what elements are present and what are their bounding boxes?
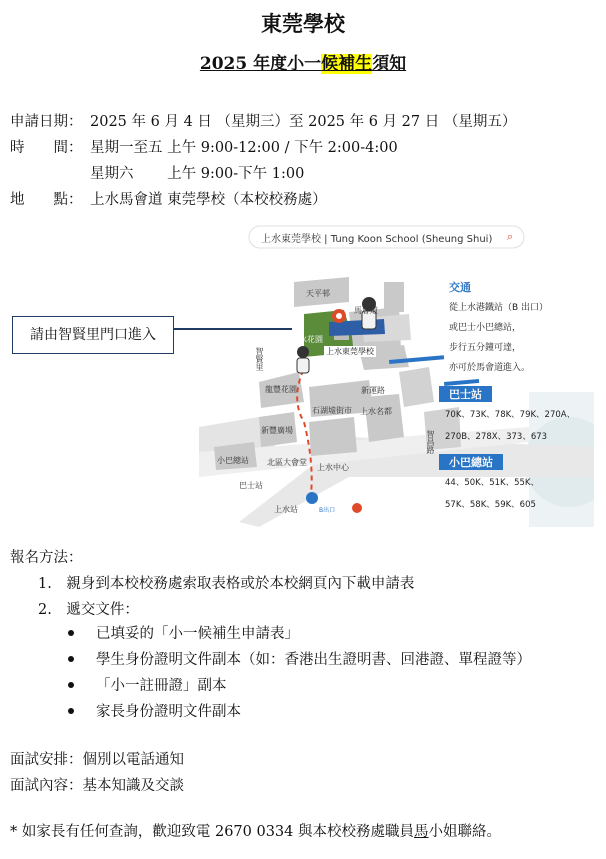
map-label: 石湖墟街市	[312, 406, 352, 415]
subtitle-suffix: 須知	[372, 54, 407, 74]
subtitle-highlight: 候補生	[321, 54, 373, 74]
bus-routes: 270B、278X、373、673	[445, 432, 548, 442]
map-label: 巴士站	[239, 481, 263, 490]
map-label: B出口	[319, 507, 336, 514]
bullet-icon	[68, 656, 74, 662]
bullet-icon	[68, 630, 74, 636]
search-icon: ⌕	[507, 230, 514, 243]
location-map	[199, 222, 594, 527]
transport-heading: 交通	[449, 281, 471, 294]
entrance-callout: 請由智賢里門口進入	[12, 316, 174, 354]
info-row-venue	[10, 188, 327, 209]
doc-item: 已填妥的「小一候補生申請表」	[96, 626, 299, 642]
map-label: 新運路	[361, 386, 385, 395]
contact-note	[10, 820, 501, 841]
bus-heading: 巴士站	[439, 386, 492, 402]
transport-line: 或巴士小巴總站，	[449, 323, 522, 333]
map-label: 智昌路	[426, 430, 435, 454]
map-search-label: 上水東莞學校 | Tung Koon School (Sheung Shui)	[261, 234, 493, 245]
map-label: 北區大會堂	[267, 458, 307, 467]
subtitle-prefix: 2025 年度小一	[199, 54, 322, 74]
map-label: 新豐廣場	[261, 426, 293, 435]
info-row-time	[10, 136, 398, 157]
map-label: 馬會道	[354, 306, 378, 315]
map-label: 天平邨	[306, 289, 330, 298]
note-text: 小姐聯絡。	[428, 824, 501, 840]
map-label: 上水花園	[291, 335, 323, 344]
info-value: 星期一至五 上午 9:00-12:00 / 下午 2:00-4:00	[90, 140, 398, 156]
map-label: 小巴總站	[217, 456, 249, 465]
transport-line: 從上水港鐵站（B 出口）	[449, 303, 549, 313]
map-label: 上水名都	[360, 407, 392, 416]
map-label: 智賢里	[255, 347, 264, 371]
mtr-icon	[352, 503, 362, 513]
bullet-icon	[68, 708, 74, 714]
apply-heading: 報名方法：	[10, 550, 83, 566]
info-value: 上水馬會道 東莞學校（本校校務處）	[90, 192, 327, 208]
info-label: 時 間：	[10, 140, 83, 156]
map-label: 上水中心	[317, 463, 349, 472]
bullet-icon	[68, 682, 74, 688]
info-row-date	[10, 110, 516, 131]
map-label: 龍豐花園	[265, 385, 297, 394]
apply-step: 2. 遞交文件：	[38, 602, 139, 618]
doc-item: 家長身份證明文件副本	[96, 704, 241, 720]
minibus-heading: 小巴總站	[439, 454, 503, 470]
note-contact-name: 馬	[414, 824, 429, 840]
info-label: 地 點：	[10, 192, 83, 208]
doc-item: 「小一註冊證」副本	[96, 678, 227, 694]
school-label: 上水東莞學校	[326, 347, 374, 356]
callout-connector	[174, 328, 292, 330]
bus-routes: 70K、73K、78K、79K、270A、	[445, 410, 576, 420]
transport-line: 步行五分鐘可達，	[449, 343, 522, 353]
info-value: 星期六 上午 9:00-下午 1:00	[90, 166, 305, 182]
doc-item: 學生身份證明文件副本（如：香港出生證明書、回港證、單程證等）	[96, 652, 531, 668]
interview-content: 面試內容：基本知識及交談	[10, 778, 184, 794]
info-label: 申請日期：	[10, 114, 83, 130]
station-marker	[306, 492, 318, 504]
interview-arrangement: 面試安排：個別以電話通知	[10, 752, 184, 768]
info-value: 2025 年 6 月 4 日 （星期三）至 2025 年 6 月 27 日 （星期五）	[90, 114, 517, 130]
map-label: 上水站	[274, 505, 298, 514]
apply-step: 1. 親身到本校校務處索取表格或於本校網頁內下載申請表	[38, 576, 415, 592]
page-title: 東莞學校	[261, 11, 345, 36]
info-row-time-sat	[10, 162, 304, 183]
page-subtitle	[0, 49, 606, 74]
minibus-routes: 44、50K、51K、55K、	[445, 478, 539, 488]
note-text: * 如家長有任何查詢，歡迎致電 2670 0334 與本校校務處職員	[10, 824, 414, 840]
transport-line: 亦可於馬會道進入。	[449, 363, 531, 373]
minibus-routes: 57K、58K、59K、605	[445, 500, 536, 510]
